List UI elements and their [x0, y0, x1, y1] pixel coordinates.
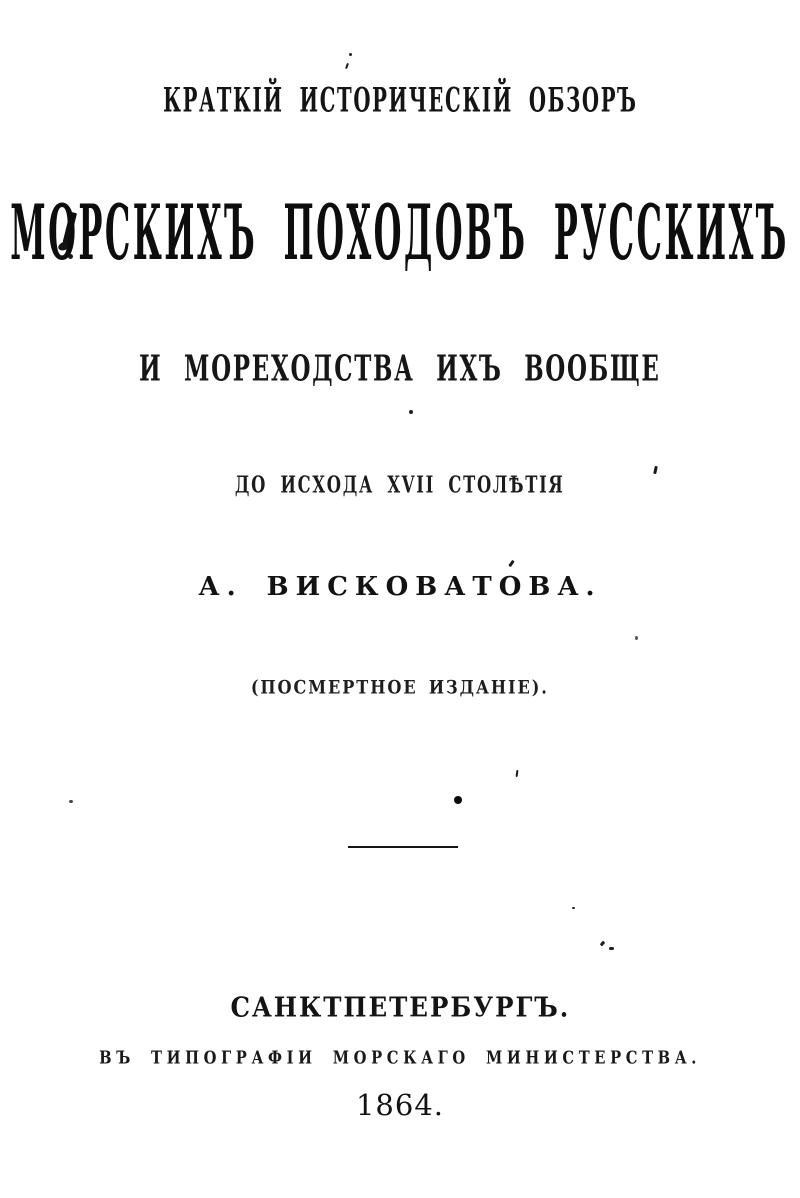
scope-line-text: ДО ИСХОДА XVII СТОЛѢТІЯ	[235, 471, 565, 499]
subtitle	[0, 347, 800, 391]
year-line	[0, 1086, 800, 1124]
main-title-text: МОРСКИХЪ ПОХОДОВЪ РУССКИХЪ	[10, 188, 790, 278]
edition-note	[0, 673, 800, 703]
ink-dot	[454, 796, 462, 804]
scan-speck	[516, 770, 519, 777]
scan-speck	[409, 410, 413, 414]
scan-speck	[635, 636, 638, 640]
scan-speck	[69, 800, 73, 803]
separator-rule	[348, 846, 458, 848]
imprint-line	[0, 1044, 800, 1070]
scan-speck	[600, 941, 606, 947]
imprint-line-text: ВЪ ТИПОГРАФІИ МОРСКАГО МИНИСТЕРСТВА.	[99, 1046, 701, 1068]
scan-speck	[609, 947, 614, 950]
header-line-text: КРАТКІЙ ИСТОРИЧЕСКІЙ ОБЗОРЪ	[162, 78, 638, 120]
scope-line	[0, 470, 800, 500]
subtitle-text: И МОРЕХОДСТВА ИХЪ ВООБЩЕ	[139, 348, 661, 390]
scan-speck	[345, 63, 349, 69]
city-line	[0, 990, 800, 1024]
scan-speck	[508, 560, 514, 567]
header-line	[0, 79, 800, 119]
scan-speck	[572, 907, 575, 909]
edition-note-text: (ПОСМЕРТНОЕ ИЗДАНІЕ).	[251, 677, 549, 699]
main-title	[0, 188, 800, 278]
city-line-text: САНКТПЕТЕРБУРГЪ.	[230, 991, 570, 1023]
author-line-text: А. ВИСКОВАТОВА.	[198, 572, 602, 602]
author-line	[0, 569, 800, 605]
year-line-text: 1864.	[355, 1088, 445, 1122]
scan-speck	[349, 53, 352, 56]
